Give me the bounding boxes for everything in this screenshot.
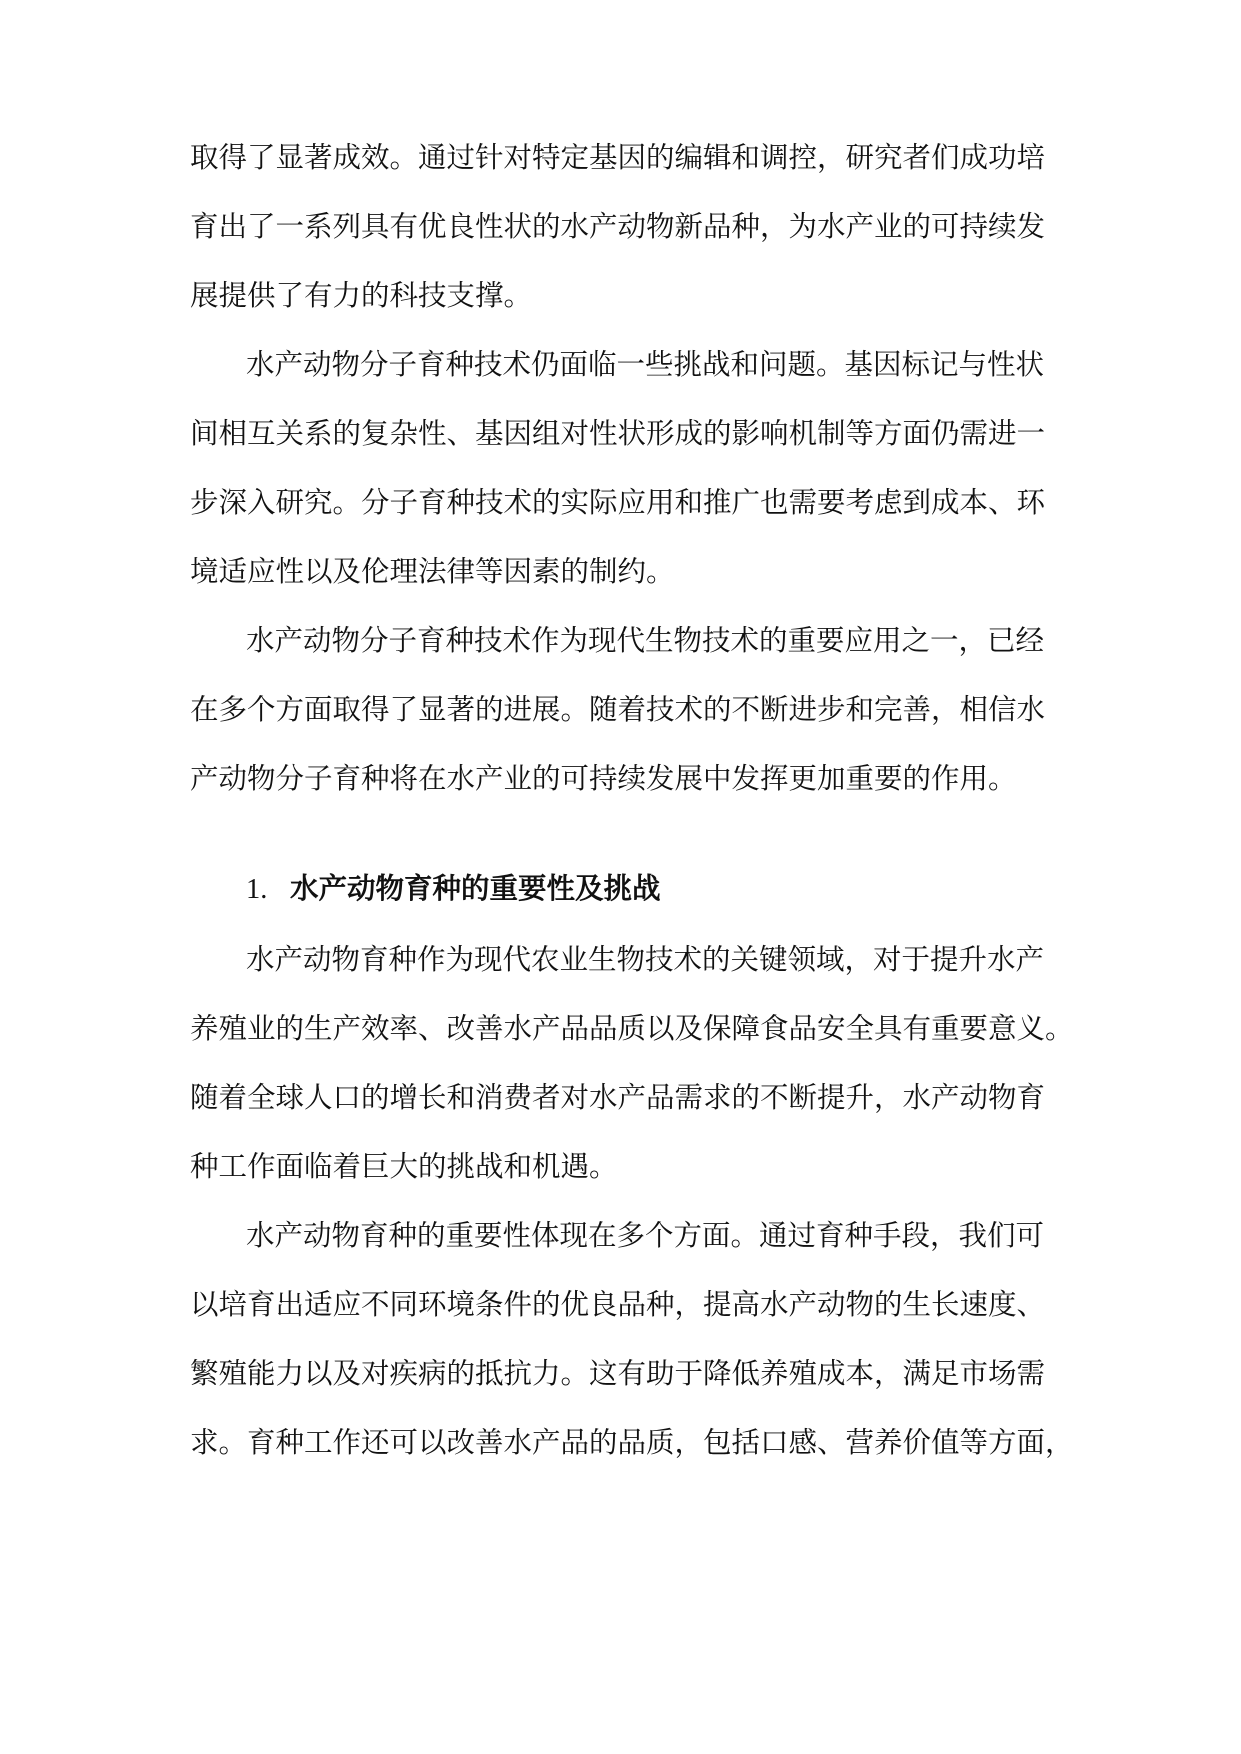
paragraph-line: 步深入研究。分子育种技术的实际应用和推广也需要考虑到成本、环 bbox=[190, 486, 1046, 519]
paragraph-line: 以培育出适应不同环境条件的优良品种，提高水产动物的生长速度、 bbox=[190, 1288, 1046, 1321]
paragraph-line: 水产动物分子育种技术作为现代生物技术的重要应用之一，已经 bbox=[246, 624, 1045, 657]
paragraph-line: 水产动物分子育种技术仍面临一些挑战和问题。基因标记与性状 bbox=[246, 348, 1045, 381]
paragraph-line: 求。育种工作还可以改善水产品的品质，包括口感、营养价值等方面， bbox=[190, 1426, 1074, 1459]
paragraph-line: 取得了显著成效。通过针对特定基因的编辑和调控，研究者们成功培 bbox=[190, 141, 1046, 174]
paragraph-line: 水产动物育种的重要性体现在多个方面。通过育种手段，我们可 bbox=[246, 1219, 1045, 1252]
paragraph-line: 养殖业的生产效率、改善水产品品质以及保障食品安全具有重要意义。 bbox=[190, 1012, 1074, 1045]
paragraph-line: 产动物分子育种将在水产业的可持续发展中发挥更加重要的作用。 bbox=[190, 762, 1017, 795]
section-number: 1. bbox=[246, 874, 268, 905]
paragraph-line: 在多个方面取得了显著的进展。随着技术的不断进步和完善，相信水 bbox=[190, 693, 1046, 726]
paragraph-line: 水产动物育种作为现代农业生物技术的关键领域，对于提升水产 bbox=[246, 943, 1045, 976]
paragraph-line: 随着全球人口的增长和消费者对水产品需求的不断提升，水产动物育 bbox=[190, 1081, 1046, 1114]
paragraph-line: 繁殖能力以及对疾病的抵抗力。这有助于降低养殖成本，满足市场需 bbox=[190, 1357, 1046, 1390]
paragraph-line: 间相互关系的复杂性、基因组对性状形成的影响机制等方面仍需进一 bbox=[190, 417, 1046, 450]
paragraph-line: 展提供了有力的科技支撑。 bbox=[190, 279, 533, 312]
paragraph-line: 种工作面临着巨大的挑战和机遇。 bbox=[190, 1150, 618, 1183]
section-heading bbox=[246, 868, 661, 908]
paragraph-line: 育出了一系列具有优良性状的水产动物新品种，为水产业的可持续发 bbox=[190, 210, 1046, 243]
paragraph-line: 境适应性以及伦理法律等因素的制约。 bbox=[190, 555, 675, 588]
section-title: 水产动物育种的重要性及挑战 bbox=[290, 871, 661, 905]
